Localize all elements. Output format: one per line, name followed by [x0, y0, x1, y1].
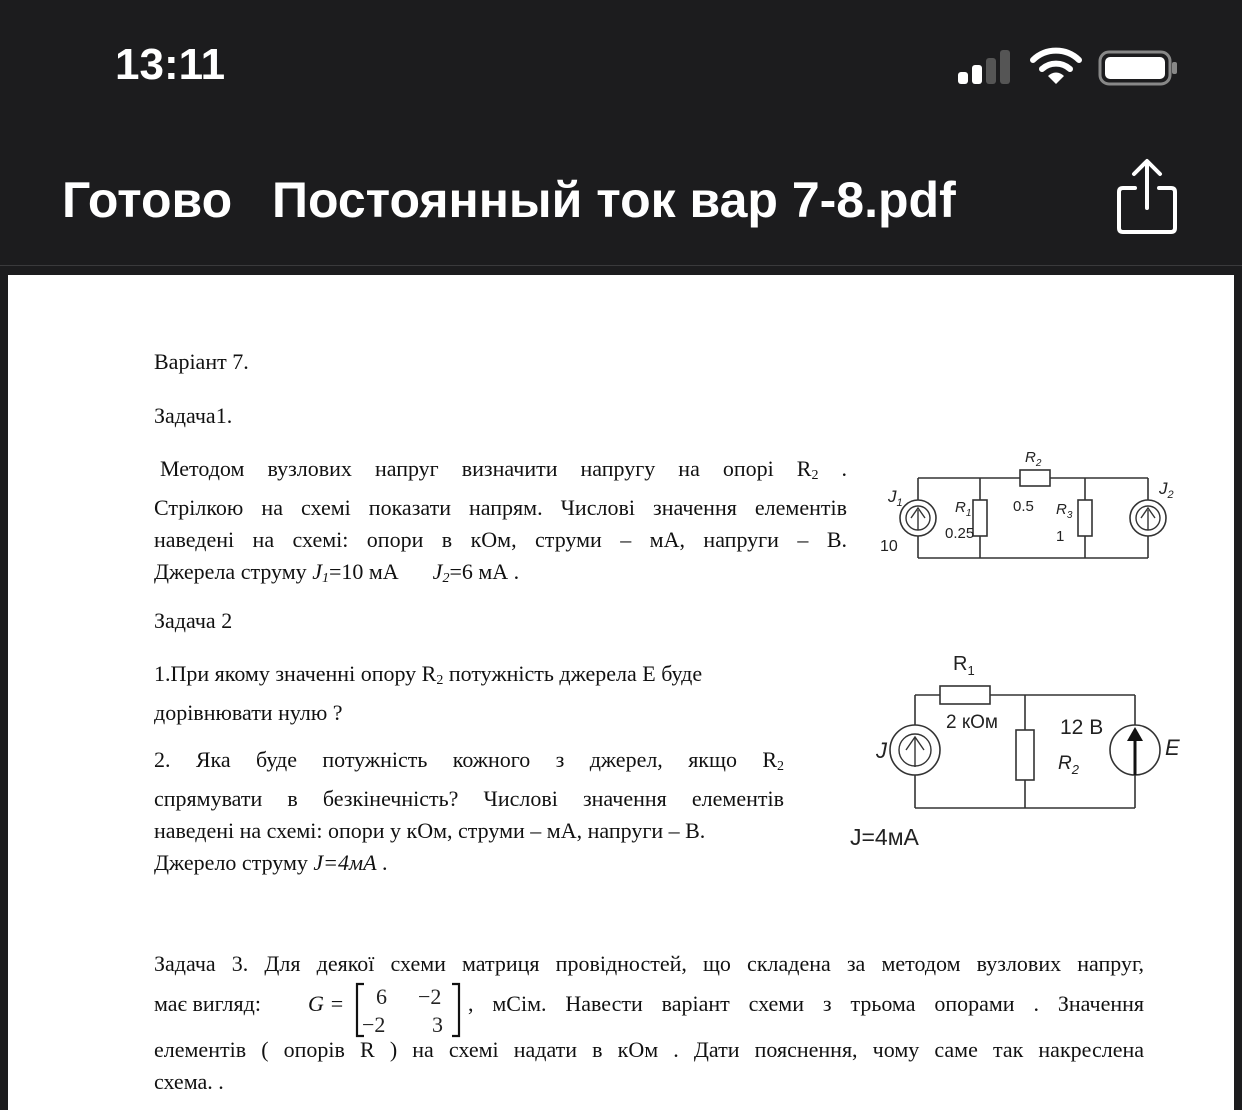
value-r3: 1: [1056, 528, 1065, 545]
task1-line4: Джерела струму $J_1=10$ мА $J_2=6$ мА .: [154, 559, 520, 586]
label-r1: $R_1$: [953, 653, 975, 678]
matrix-cell: 6: [376, 984, 387, 1009]
pdf-page: [8, 275, 1234, 1110]
current-source-j: [890, 725, 940, 775]
task2-p2-line2: спрямувати в безкінечність? Числові значення елементів: [154, 786, 784, 811]
task2-part2: [154, 744, 784, 879]
task2-p2-line3: наведені на схемі: опори у кОм, струми – мА, напруги – В.: [154, 818, 706, 843]
task2-p2-line4: Джерело струму J=4мА .: [154, 850, 388, 875]
task1-line1: Методом вузлових напруг визначити напругу на опорі $R_2$ .: [160, 456, 848, 483]
task3-line4: схема. .: [154, 1069, 224, 1094]
task1-text: [154, 453, 847, 595]
variant-heading: Варіант 7.: [154, 349, 249, 374]
value-j1: 10: [880, 538, 898, 555]
task3-line1: Задача 3. Для деякої схеми матриця провідностей, що складена за методом вузлових напруг,: [154, 951, 1144, 976]
label-j: J: [876, 738, 887, 763]
task1-heading: Задача1.: [154, 403, 233, 428]
label-j1: $J_1$: [888, 487, 903, 509]
resistor-r2: [1016, 730, 1034, 780]
wifi-icon: [1030, 46, 1082, 86]
done-button[interactable]: Готово: [62, 172, 233, 228]
status-time: 13:11: [115, 40, 226, 89]
status-bar: [0, 0, 1242, 140]
matrix-cell: −2: [362, 1012, 386, 1037]
task1-line2: Стрілкою на схемі показати напрям. Числові значення елементів: [154, 495, 847, 520]
circuit-diagram-2: [838, 645, 1198, 860]
matrix-cell: 3: [432, 1012, 443, 1037]
circuit2-caption: J=4мА: [850, 824, 919, 850]
document-title: Постоянный ток вар 7-8.pdf: [272, 172, 956, 228]
task2-p1-line2: дорівнювати нулю ?: [154, 700, 343, 725]
share-icon[interactable]: [1115, 158, 1179, 236]
resistor-r1: [940, 686, 990, 704]
matrix-g-label: G =: [308, 991, 345, 1016]
matrix-cell: −2: [418, 984, 442, 1009]
task3-text: [154, 948, 1144, 1098]
resistor-r3: [1078, 500, 1092, 536]
cellular-signal-icon: [958, 50, 1018, 86]
label-j2: $J_2$: [1159, 479, 1174, 501]
resistor-r1: [973, 500, 987, 536]
current-source-j2: [1130, 500, 1166, 536]
navigation-bar: [0, 140, 1242, 266]
task2-p2-line1: 2. Яка буде потужність кожного з джерел, якщо $R_2$: [154, 747, 784, 774]
task2-heading: Задача 2: [154, 608, 233, 633]
task2-p1-line1: 1.При якому значенні опору $R_2$ потужність джерела E буде: [154, 661, 703, 688]
value-e: 12 В: [1060, 716, 1104, 739]
value-r1: 2 кОм: [946, 712, 998, 733]
task2-part1: [154, 658, 784, 729]
task3-line2: має вигляд: G = 6 −2 −2 3 , мСім. Навести варіант схеми з трьома опорами . Значення: [154, 980, 1144, 1024]
label-r1: $R_1$: [955, 499, 972, 519]
battery-icon: [1098, 48, 1178, 88]
current-source-j1: [900, 500, 936, 536]
resistor-r2: [1020, 470, 1050, 486]
circuit-diagram-1: [863, 440, 1183, 580]
label-e: E: [1165, 735, 1180, 760]
label-r3: $R_3$: [1056, 501, 1073, 521]
task3-line3: елементів ( опорів R ) на схемі надати в кОм . Дати пояснення, чому саме так накреслена: [154, 1037, 1144, 1062]
label-r2: $R_2$: [1025, 449, 1042, 469]
conductance-matrix: [354, 980, 466, 1040]
task1-line3: наведені на схемі: опори в кОм, струми – мА, напруги – В.: [154, 527, 847, 552]
voltage-source-e: [1110, 725, 1160, 775]
label-r2: $R_2$: [1058, 753, 1079, 777]
value-r2: 0.5: [1013, 498, 1034, 515]
value-r1: 0.25: [945, 525, 975, 542]
